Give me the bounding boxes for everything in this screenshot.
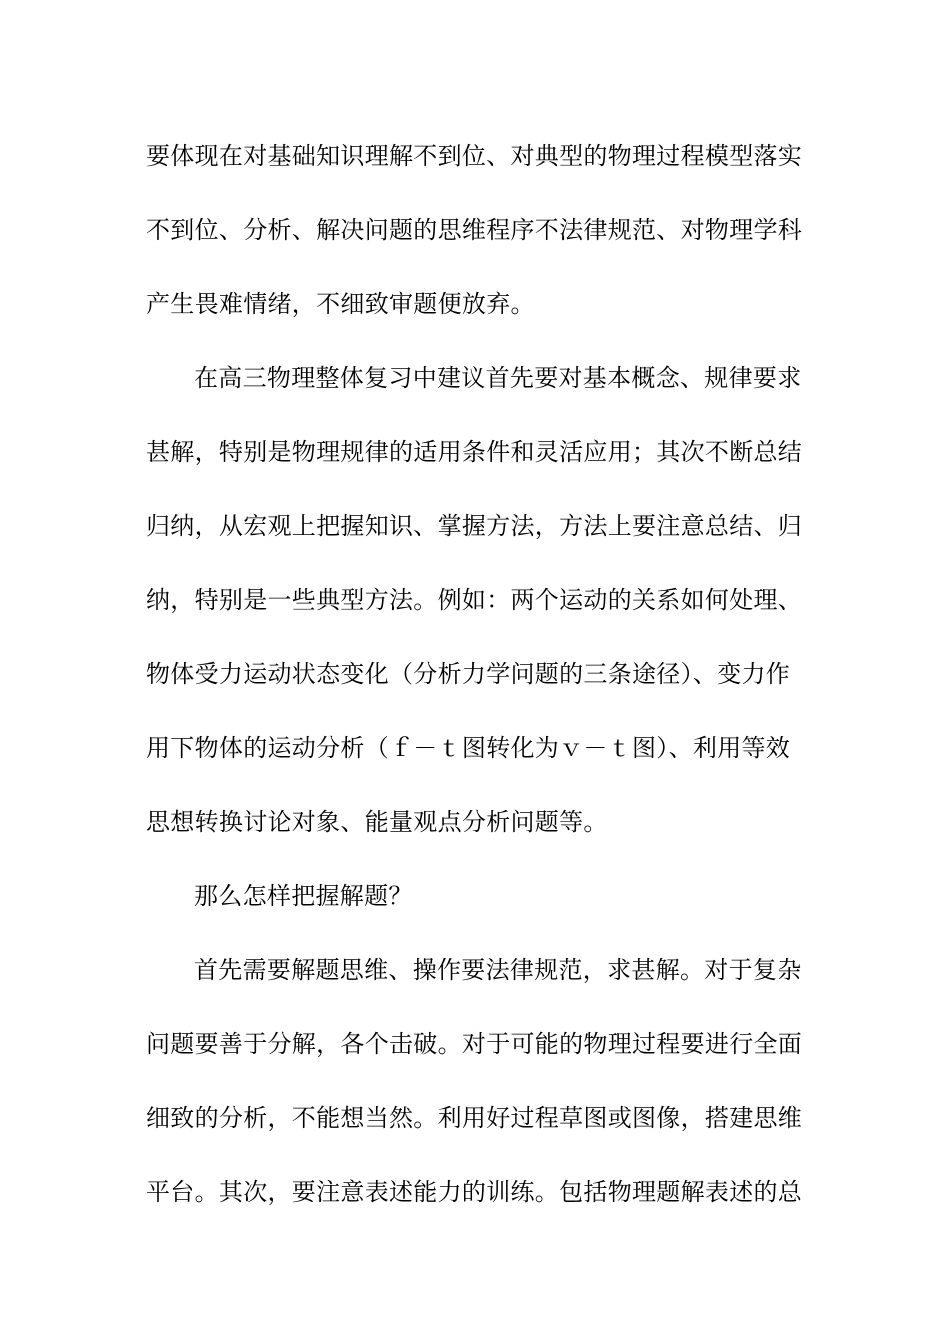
text-line: 思想转换讨论对象、能量观点分析问题等。 <box>146 808 608 836</box>
text-line: 归纳，从宏观上把握知识、掌握方法，方法上要注意总结、归 <box>146 512 803 540</box>
text-line: 甚解，特别是物理规律的适用条件和灵活应用；其次不断总结 <box>146 438 803 466</box>
text-line: 纳，特别是一些典型方法。例如：两个运动的关系如何处理、 <box>146 586 803 614</box>
text-line: 不到位、分析、解决问题的思维程序不法律规范、对物理学科 <box>146 216 803 244</box>
text-line: 细致的分析，不能想当然。利用好过程草图或图像，搭建思维 <box>146 1104 803 1132</box>
text-line: 平台。其次，要注意表述能力的训练。包括物理题解表述的总 <box>146 1178 803 1206</box>
text-line: 产生畏难情绪，不细致审题便放弃。 <box>146 290 535 318</box>
text-line: 要体现在对基础知识理解不到位、对典型的物理过程模型落实 <box>146 142 803 170</box>
paragraph-first-line: 在高三物理整体复习中建议首先要对基本概念、规律要求 <box>194 364 802 392</box>
text-line: 物体受力运动状态变化（分析力学问题的三条途径）、变力作 <box>146 660 791 688</box>
paragraph-first-line: 首先需要解题思维、操作要法律规范，求甚解。对于复杂 <box>194 956 802 984</box>
text-line: 问题要善于分解，各个击破。对于可能的物理过程要进行全面 <box>146 1030 803 1058</box>
text-line: 用下物体的运动分析（ｆ－ｔ图转化为ｖ－ｔ图）、利用等效 <box>146 734 791 762</box>
paragraph-first-line: 那么怎样把握解题？ <box>194 882 413 910</box>
